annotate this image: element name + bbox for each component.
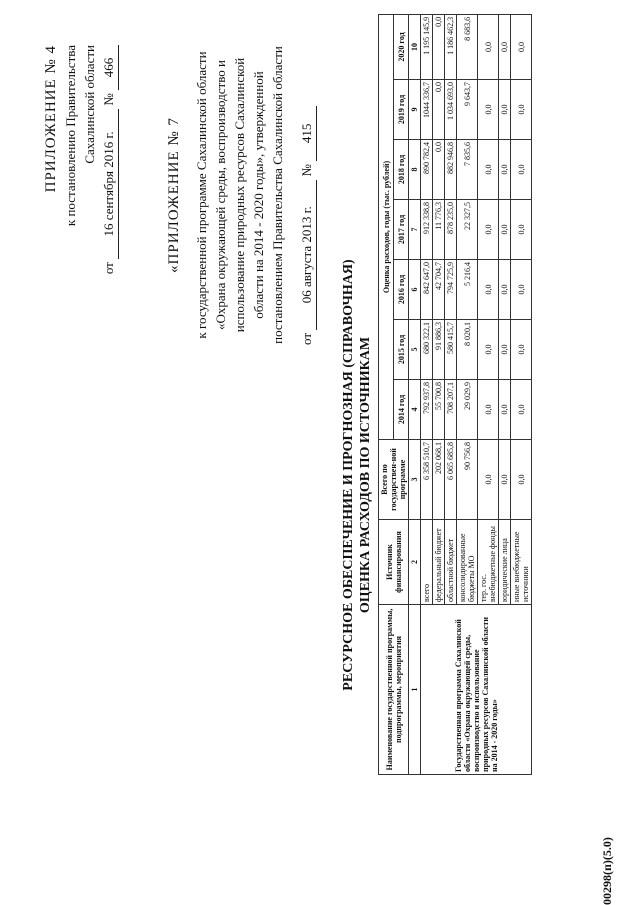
value-cell: 0,0 <box>478 140 499 200</box>
header-year: 2020 год <box>394 14 409 79</box>
value-cell: 0,0 <box>499 14 511 79</box>
value-cell: 42 704,7 <box>433 260 445 320</box>
col-number: 1 <box>409 605 421 775</box>
header-source: Источник финансирования <box>379 520 409 605</box>
value-cell: 0,0 <box>511 380 532 440</box>
program-name: Государственная программа Сахалинской области «Охрана окружающей среды, воспроизводство и использование природных ресурсов Сахалинской области на 2014 - 2020 годы» <box>421 605 532 775</box>
value-cell: 0,0 <box>478 200 499 260</box>
appendix-7-title: «ПРИЛОЖЕНИЕ № 7 <box>166 117 182 273</box>
value-cell: 0,0 <box>511 14 532 79</box>
source-cell: областной бюджет <box>445 520 457 605</box>
value-cell: 708 207,1 <box>445 380 457 440</box>
value-cell: 202 068,1 <box>433 440 445 520</box>
resource-table <box>378 14 532 775</box>
value-cell: 1044 336,7 <box>421 80 433 140</box>
footer-code: 00298(п)(5.0) <box>600 837 614 905</box>
col-number: 10 <box>409 14 421 79</box>
value-cell: 0,0 <box>499 200 511 260</box>
value-cell: 1 186 462,3 <box>445 14 457 79</box>
value-cell: 0,0 <box>478 14 499 79</box>
appendix-7-date-line <box>297 45 317 345</box>
col-number: 4 <box>409 380 421 440</box>
col-number: 7 <box>409 200 421 260</box>
value-cell: 22 327,5 <box>457 200 478 260</box>
source-cell: юридические лица <box>499 520 511 605</box>
value-cell: 890 782,4 <box>421 140 433 200</box>
source-cell: тер. гос. внебюджетные фонды <box>478 520 499 605</box>
value-cell: 878 235,0 <box>445 200 457 260</box>
value-cell: 0,0 <box>433 14 445 79</box>
value-cell: 680 322,1 <box>421 320 433 380</box>
value-cell: 912 338,8 <box>421 200 433 260</box>
col-number: 6 <box>409 260 421 320</box>
value-cell: 0,0 <box>499 380 511 440</box>
col-number: 2 <box>409 520 421 605</box>
document-title-line2: ОЦЕНКА РАСХОДОВ ПО ИСТОЧНИКАМ <box>358 336 373 614</box>
appendix-4-line1: к постановлению Правительства <box>63 45 78 227</box>
value-cell: 0,0 <box>511 440 532 520</box>
header-year: 2015 год <box>394 320 409 380</box>
from-label: от <box>299 332 314 345</box>
value-cell: 0,0 <box>478 320 499 380</box>
header-year: 2018 год <box>394 140 409 200</box>
appendix-7-body: к государственной программе Сахалинской области «Охрана окружающей среды, воспроизводство и использование природных ресурсов Сахалинской области на 2014 - 2020 годы», утвержденной постановлением Правительства Сахалинской области <box>194 46 285 344</box>
value-cell: 0,0 <box>499 440 511 520</box>
document-title <box>340 195 374 755</box>
value-cell: 0,0 <box>478 380 499 440</box>
value-cell: 29 029,9 <box>457 380 478 440</box>
value-cell: 0,0 <box>511 80 532 140</box>
value-cell: 6 065 685,8 <box>445 440 457 520</box>
header-group: Оценка расходов, годы (тыс. рублей) <box>379 14 394 439</box>
value-cell: 55 700,8 <box>433 380 445 440</box>
value-cell: 0,0 <box>511 320 532 380</box>
value-cell: 5 216,4 <box>457 260 478 320</box>
value-cell: 794 725,9 <box>445 260 457 320</box>
header-year: 2014 год <box>394 380 409 440</box>
value-cell: 0,0 <box>511 200 532 260</box>
number-label: № <box>101 93 116 106</box>
value-cell: 882 946,8 <box>445 140 457 200</box>
header-year: 2017 год <box>394 200 409 260</box>
value-cell: 792 937,8 <box>421 380 433 440</box>
value-cell: 0,0 <box>511 140 532 200</box>
appendix-4-block <box>42 45 119 305</box>
table-body <box>421 14 532 774</box>
value-cell: 0,0 <box>499 320 511 380</box>
value-cell: 0,0 <box>478 440 499 520</box>
value-cell: 0,0 <box>478 80 499 140</box>
appendix-4-title: ПРИЛОЖЕНИЕ № 4 <box>43 45 59 193</box>
value-cell: 8 683,6 <box>457 14 478 79</box>
value-cell: 91 886,3 <box>433 320 445 380</box>
value-cell: 0,0 <box>433 140 445 200</box>
appendix-7-block <box>165 45 317 345</box>
document-title-line1: РЕСУРСНОЕ ОБЕСПЕЧЕНИЕ И ПРОГНОЗНАЯ (СПРАВОЧНАЯ) <box>341 259 356 691</box>
appendix-4-date: 16 сентября 2016 г. <box>99 109 119 259</box>
number-label: № <box>299 164 314 177</box>
from-label: от <box>101 262 116 275</box>
value-cell: 0,0 <box>433 80 445 140</box>
appendix-7-date: 06 августа 2013 г. <box>297 180 317 330</box>
header-year: 2019 год <box>394 80 409 140</box>
source-cell: иные внебюджетные источники <box>511 520 532 605</box>
value-cell: 0,0 <box>511 260 532 320</box>
value-cell: 7 835,6 <box>457 140 478 200</box>
header-year: 2016 год <box>394 260 409 320</box>
col-number: 3 <box>409 440 421 520</box>
value-cell: 0,0 <box>478 260 499 320</box>
appendix-4-line2: Сахалинской области <box>82 45 97 164</box>
col-number: 8 <box>409 140 421 200</box>
appendix-4-number: 466 <box>99 45 119 90</box>
appendix-7-number: 415 <box>297 106 317 161</box>
table-row <box>421 14 433 774</box>
value-cell: 842 647,0 <box>421 260 433 320</box>
value-cell: 6 358 510,7 <box>421 440 433 520</box>
source-cell: всего <box>421 520 433 605</box>
value-cell: 0,0 <box>499 80 511 140</box>
col-number: 9 <box>409 80 421 140</box>
value-cell: 11 776,3 <box>433 200 445 260</box>
source-cell: консолидированные бюджеты МО <box>457 520 478 605</box>
value-cell: 1 034 693,0 <box>445 80 457 140</box>
value-cell: 580 415,7 <box>445 320 457 380</box>
value-cell: 1 195 145,9 <box>421 14 433 79</box>
value-cell: 9 643,7 <box>457 80 478 140</box>
source-cell: федеральный бюджет <box>433 520 445 605</box>
value-cell: 90 756,8 <box>457 440 478 520</box>
value-cell: 0,0 <box>499 260 511 320</box>
value-cell: 8 020,1 <box>457 320 478 380</box>
header-name: Наименование государственной программы, подпрограммы, мероприятия <box>379 605 409 775</box>
value-cell: 0,0 <box>499 140 511 200</box>
header-total: Всего по государствен-ной программе <box>379 440 409 520</box>
appendix-4-date-line <box>99 45 119 305</box>
col-number: 5 <box>409 320 421 380</box>
